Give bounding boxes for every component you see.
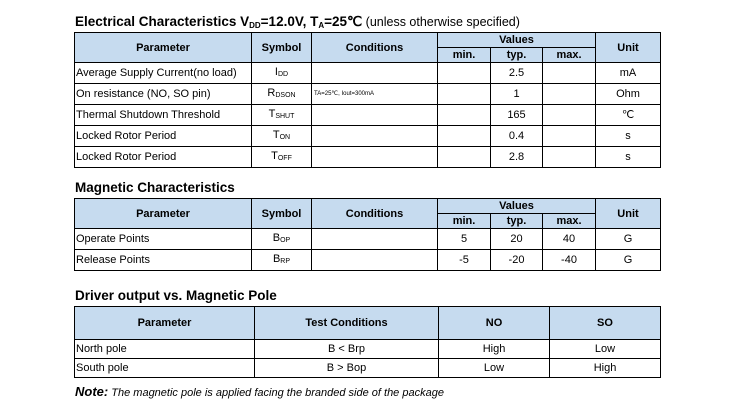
cell-typ: 1 — [491, 84, 543, 105]
table-row — [75, 340, 661, 359]
header-conditions: Conditions — [312, 33, 438, 63]
cell-conditions — [312, 126, 438, 147]
cell-conditions — [312, 250, 438, 271]
table-row — [75, 250, 661, 271]
cell-max: -40 — [543, 250, 596, 271]
header-typ: typ. — [491, 48, 543, 63]
header-max: max. — [543, 214, 596, 229]
cell-parameter: Thermal Shutdown Threshold — [75, 105, 252, 126]
driver-table — [74, 306, 661, 378]
cell-min — [438, 126, 491, 147]
cell-symbol: $B_{OP}$ — [252, 229, 312, 250]
cell-min — [438, 84, 491, 105]
cell-typ: -20 — [491, 250, 543, 271]
cell-conditions — [312, 63, 438, 84]
cell-symbol: $T_{ON}$ — [252, 126, 312, 147]
note-text: The magnetic pole is applied facing the branded side of the package — [108, 387, 444, 399]
table-row — [75, 147, 661, 168]
header-parameter: Parameter — [75, 199, 252, 229]
package-note — [75, 384, 444, 399]
cell-conditions: TA=25℃, Iout=300mA — [312, 84, 438, 105]
cell-unit: s — [596, 147, 661, 168]
cell-unit: G — [596, 250, 661, 271]
header-symbol: Symbol — [252, 33, 312, 63]
cell-typ: 165 — [491, 105, 543, 126]
cell-parameter: Operate Points — [75, 229, 252, 250]
driver-title: Driver output vs. Magnetic Pole — [75, 288, 277, 303]
cell-parameter: Average Supply Current(no load) — [75, 63, 252, 84]
cell-conditions — [312, 105, 438, 126]
cell-symbol: $I_{DD}$ — [252, 63, 312, 84]
cell-max: 40 — [543, 229, 596, 250]
cell-parameter: On resistance (NO, SO pin) — [75, 84, 252, 105]
cell-symbol: $T_{SHUT}$ — [252, 105, 312, 126]
magnetic-table — [74, 198, 661, 271]
cell-unit: Ohm — [596, 84, 661, 105]
cell-conditions — [312, 229, 438, 250]
header-min: min. — [438, 214, 491, 229]
header-so: SO — [550, 307, 661, 340]
header-unit: Unit — [596, 199, 661, 229]
cell-unit: ℃ — [596, 105, 661, 126]
cell-unit: G — [596, 229, 661, 250]
cell-symbol: $R_{DSON}$ — [252, 84, 312, 105]
cell-max — [543, 63, 596, 84]
cell-symbol: $B_{RP}$ — [252, 250, 312, 271]
cell-test-conditions: B > Bop — [255, 359, 439, 378]
table-row — [75, 84, 661, 105]
cell-min — [438, 147, 491, 168]
header-max: max. — [543, 48, 596, 63]
magnetic-title: Magnetic Characteristics — [75, 180, 235, 195]
cell-parameter: South pole — [75, 359, 255, 378]
table-row — [75, 63, 661, 84]
header-parameter: Parameter — [75, 33, 252, 63]
cell-unit: s — [596, 126, 661, 147]
cell-min — [438, 63, 491, 84]
table-row — [75, 359, 661, 378]
cell-parameter: Locked Rotor Period — [75, 126, 252, 147]
header-symbol: Symbol — [252, 199, 312, 229]
cell-typ: 2.5 — [491, 63, 543, 84]
cell-min: -5 — [438, 250, 491, 271]
cell-no: Low — [439, 359, 550, 378]
cell-symbol: $T_{OFF}$ — [252, 147, 312, 168]
cell-max — [543, 126, 596, 147]
cell-typ: 0.4 — [491, 126, 543, 147]
cell-typ: 2.8 — [491, 147, 543, 168]
header-parameter: Parameter — [75, 307, 255, 340]
cell-parameter: Release Points — [75, 250, 252, 271]
cell-no: High — [439, 340, 550, 359]
cell-max — [543, 105, 596, 126]
header-min: min. — [438, 48, 491, 63]
cell-typ: 20 — [491, 229, 543, 250]
cell-so: Low — [550, 340, 661, 359]
header-no: NO — [439, 307, 550, 340]
header-conditions: Conditions — [312, 199, 438, 229]
table-row — [75, 229, 661, 250]
electrical-table — [74, 32, 661, 168]
header-typ: typ. — [491, 214, 543, 229]
header-unit: Unit — [596, 33, 661, 63]
cell-conditions — [312, 147, 438, 168]
cell-so: High — [550, 359, 661, 378]
cell-unit: mA — [596, 63, 661, 84]
cell-min: 5 — [438, 229, 491, 250]
header-values: Values — [438, 33, 596, 48]
note-label: Note: — [75, 384, 109, 399]
header-test-conditions: Test Conditions — [255, 307, 439, 340]
header-values: Values — [438, 199, 596, 214]
electrical-title: Electrical Characteristics $V_{DD}=12.0V$, $T_A=25℃$ (unless otherwise specified) — [75, 14, 520, 30]
cell-max — [543, 147, 596, 168]
cell-parameter: North pole — [75, 340, 255, 359]
cell-max — [543, 84, 596, 105]
cell-test-conditions: B < Brp — [255, 340, 439, 359]
table-row — [75, 126, 661, 147]
cell-min — [438, 105, 491, 126]
cell-parameter: Locked Rotor Period — [75, 147, 252, 168]
table-row — [75, 105, 661, 126]
